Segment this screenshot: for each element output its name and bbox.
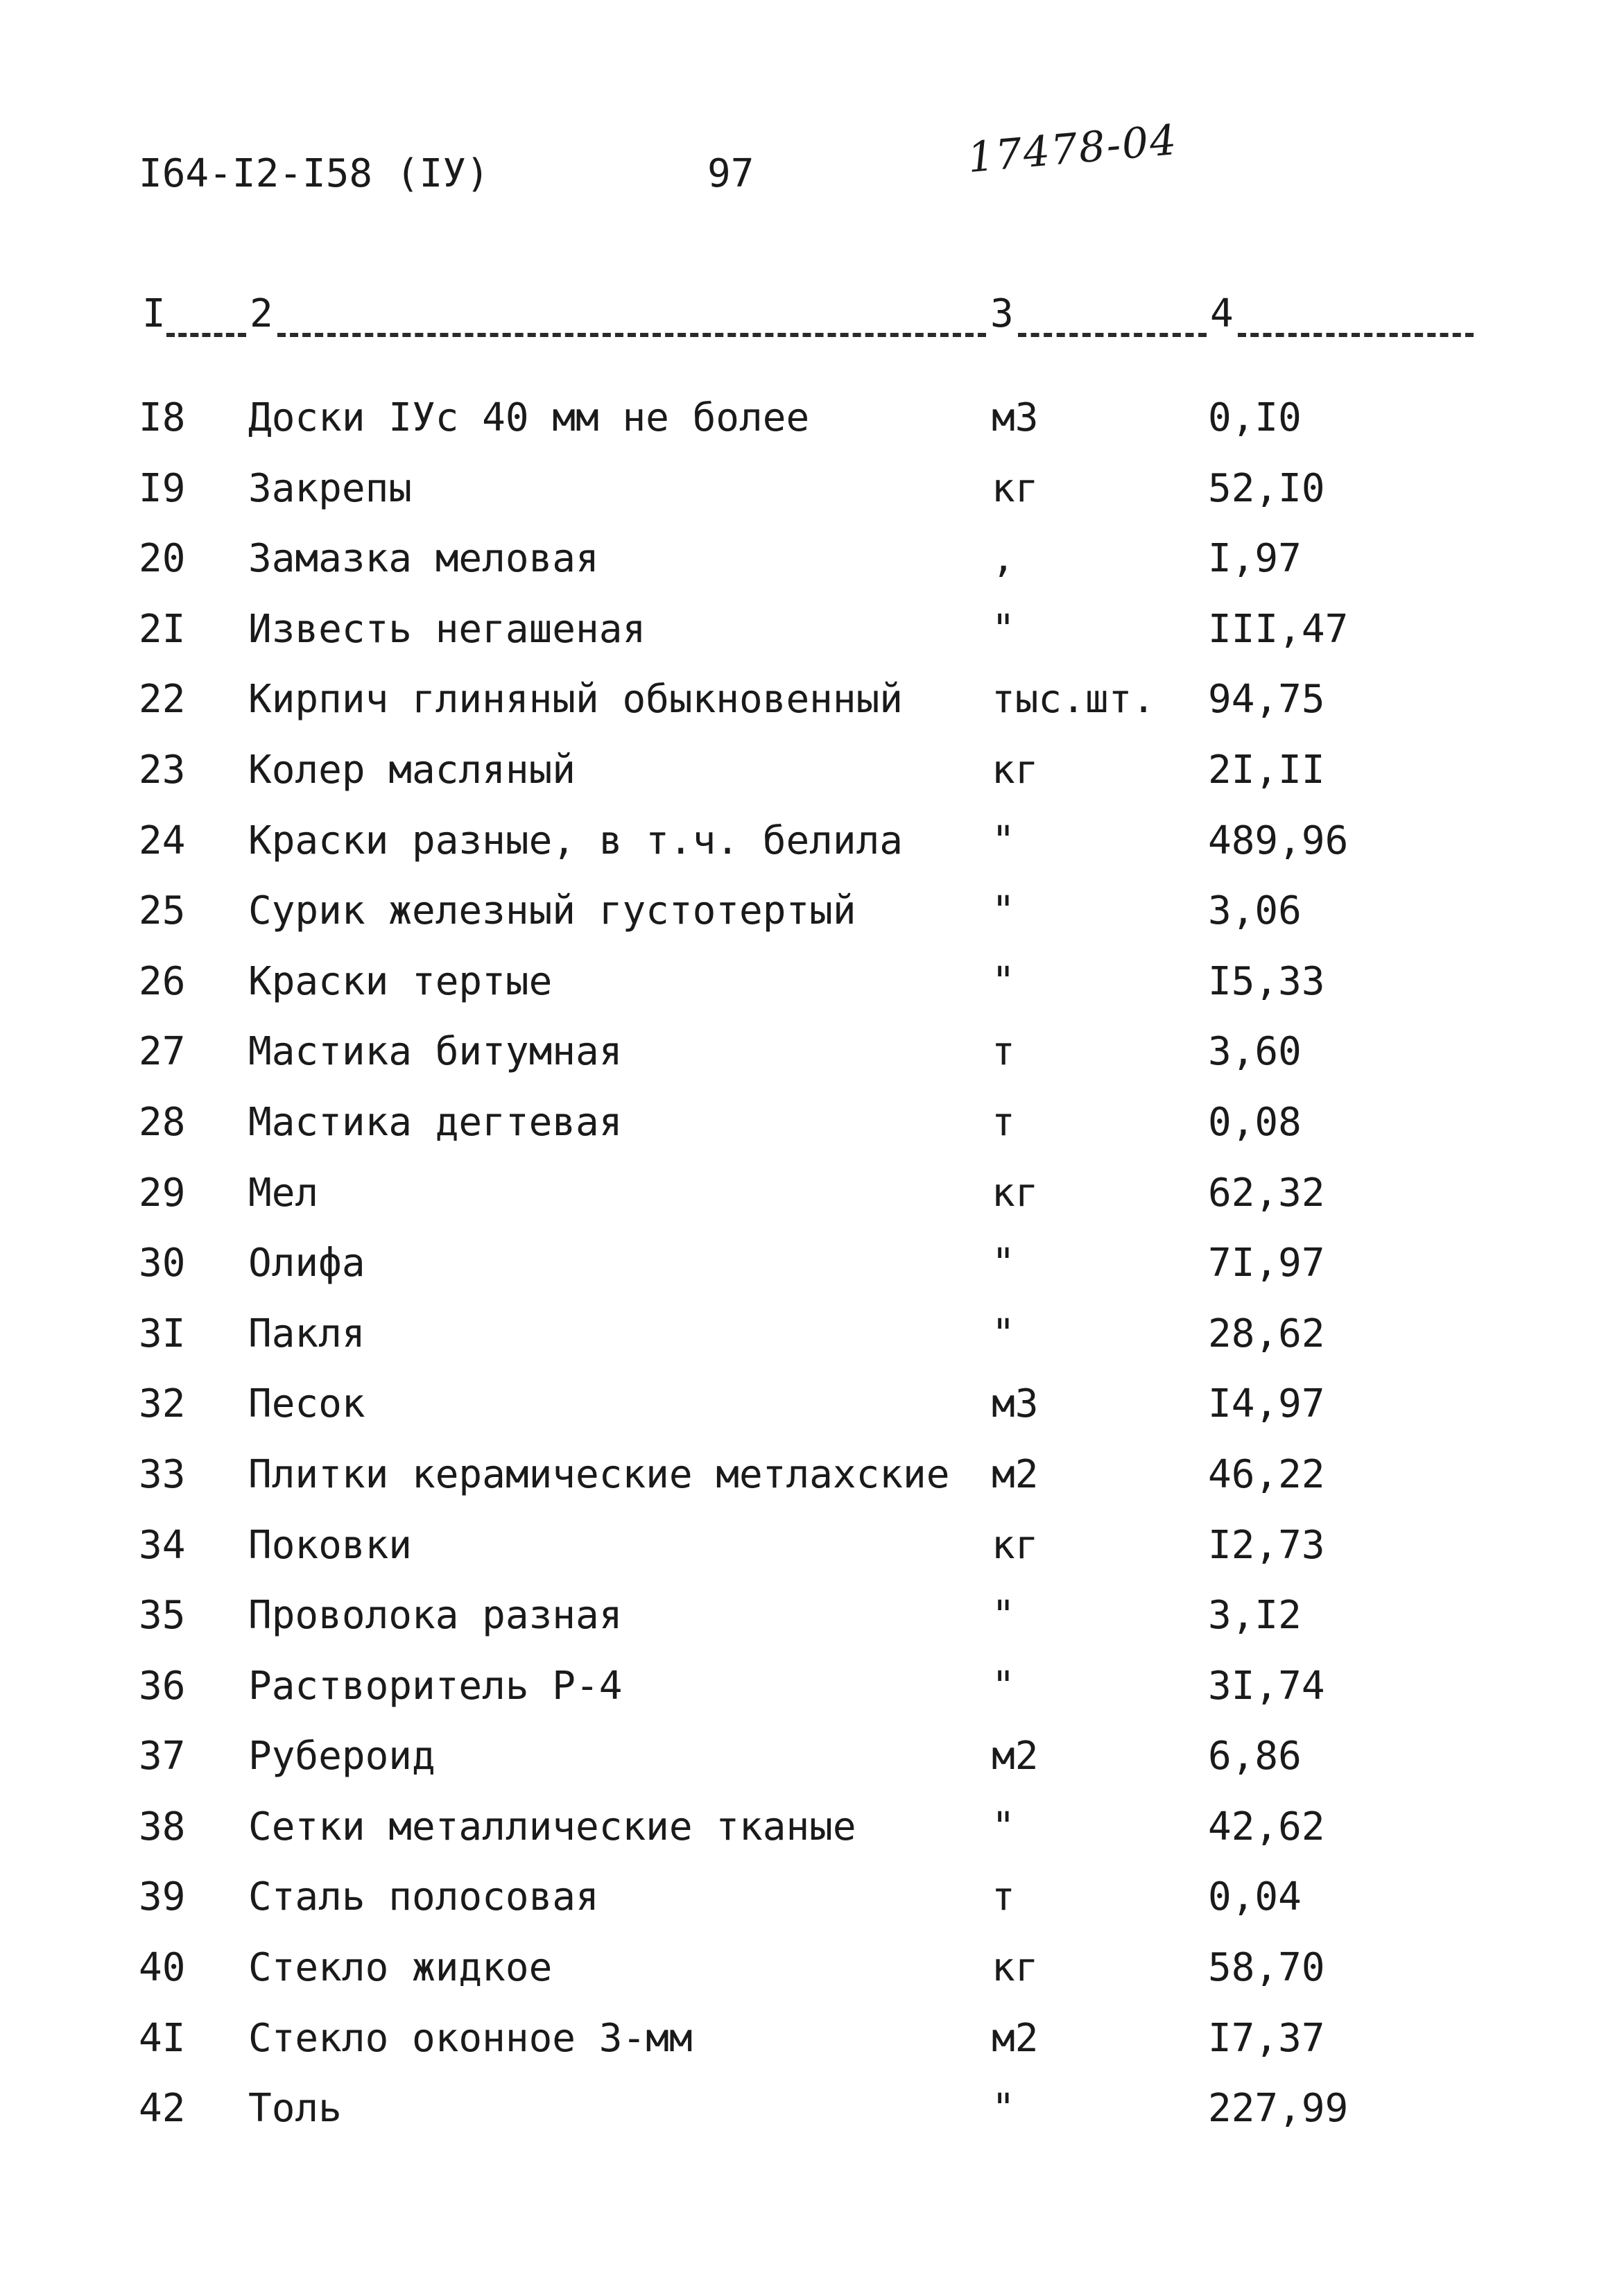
material-name: Песок bbox=[248, 1381, 365, 1427]
table-row bbox=[0, 607, 1597, 677]
table-row bbox=[0, 466, 1597, 537]
unit-of-measure: кг bbox=[992, 747, 1039, 793]
row-number: 38 bbox=[139, 1804, 186, 1849]
table-row bbox=[0, 1734, 1597, 1804]
material-name: Растворитель Р-4 bbox=[248, 1663, 623, 1709]
unit-of-measure: " bbox=[992, 1804, 1015, 1849]
table-row bbox=[0, 1874, 1597, 1945]
material-name: Проволока разная bbox=[248, 1593, 623, 1639]
unit-of-measure: " bbox=[992, 888, 1015, 934]
row-number: 4I bbox=[139, 2015, 186, 2061]
unit-of-measure: " bbox=[992, 818, 1015, 863]
quantity-value: 52,I0 bbox=[1208, 465, 1325, 511]
row-number: 34 bbox=[139, 1522, 186, 1568]
quantity-value: I4,97 bbox=[1208, 1381, 1325, 1427]
unit-of-measure: " bbox=[992, 1593, 1015, 1639]
row-number: 28 bbox=[139, 1099, 186, 1145]
table-row bbox=[0, 888, 1597, 959]
quantity-value: 58,70 bbox=[1208, 1945, 1325, 1991]
material-name: Рубероид bbox=[248, 1734, 435, 1779]
header-dash-line bbox=[1238, 333, 1474, 337]
table-row bbox=[0, 1241, 1597, 1311]
row-number: 36 bbox=[139, 1663, 186, 1709]
unit-of-measure: " bbox=[992, 606, 1015, 652]
column-header-1: I bbox=[142, 291, 166, 336]
table-row bbox=[0, 1381, 1597, 1452]
row-number: 22 bbox=[139, 677, 186, 723]
material-name: Толь bbox=[248, 2086, 342, 2132]
table-row bbox=[0, 1664, 1597, 1734]
table-row bbox=[0, 1945, 1597, 2016]
material-name: Мел bbox=[248, 1170, 319, 1216]
material-name: Сурик железный густотертый bbox=[248, 888, 856, 934]
row-number: 35 bbox=[139, 1593, 186, 1639]
row-number: 24 bbox=[139, 818, 186, 863]
quantity-value: 227,99 bbox=[1208, 2086, 1349, 2132]
material-name: Мастика дегтевая bbox=[248, 1099, 623, 1145]
quantity-value: 46,22 bbox=[1208, 1451, 1325, 1497]
row-number: 25 bbox=[139, 888, 186, 934]
row-number: 26 bbox=[139, 958, 186, 1004]
material-name: Плитки керамические метлахские bbox=[248, 1451, 950, 1497]
row-number: 23 bbox=[139, 747, 186, 793]
quantity-value: 42,62 bbox=[1208, 1804, 1325, 1849]
document-code: I64-I2-I58 (IУ) bbox=[139, 151, 490, 196]
unit-of-measure: кг bbox=[992, 1945, 1039, 1991]
table-row bbox=[0, 1523, 1597, 1594]
quantity-value: 0,I0 bbox=[1208, 395, 1302, 440]
material-name: Краски разные, в т.ч. белила bbox=[248, 818, 904, 863]
unit-of-measure: тыс.шт. bbox=[992, 677, 1156, 723]
material-name: Олифа bbox=[248, 1241, 365, 1286]
quantity-value: 3,60 bbox=[1208, 1029, 1302, 1075]
row-number: 33 bbox=[139, 1451, 186, 1497]
quantity-value: 62,32 bbox=[1208, 1170, 1325, 1216]
table-row bbox=[0, 1100, 1597, 1171]
row-number: 42 bbox=[139, 2086, 186, 2132]
material-name: Стекло жидкое bbox=[248, 1945, 553, 1991]
quantity-value: I2,73 bbox=[1208, 1522, 1325, 1568]
table-row bbox=[0, 748, 1597, 818]
row-number: 27 bbox=[139, 1029, 186, 1075]
column-header-row bbox=[0, 291, 1597, 354]
row-number: 32 bbox=[139, 1381, 186, 1427]
header-dash-line bbox=[1018, 333, 1207, 337]
material-name: Пакля bbox=[248, 1311, 365, 1356]
row-number: 2I bbox=[139, 606, 186, 652]
table-row bbox=[0, 1311, 1597, 1382]
table-row bbox=[0, 1804, 1597, 1875]
column-header-3: 3 bbox=[990, 291, 1014, 336]
quantity-value: 94,75 bbox=[1208, 677, 1325, 723]
table-row bbox=[0, 1171, 1597, 1241]
quantity-value: 3,I2 bbox=[1208, 1593, 1302, 1639]
quantity-value: I7,37 bbox=[1208, 2015, 1325, 2061]
materials-table bbox=[0, 395, 1597, 2157]
quantity-value: 0,04 bbox=[1208, 1874, 1302, 1920]
row-number: 20 bbox=[139, 536, 186, 582]
unit-of-measure: " bbox=[992, 958, 1015, 1004]
unit-of-measure: кг bbox=[992, 465, 1039, 511]
table-row bbox=[0, 818, 1597, 889]
unit-of-measure: м2 bbox=[992, 1451, 1039, 1497]
quantity-value: 7I,97 bbox=[1208, 1241, 1325, 1286]
table-row bbox=[0, 1029, 1597, 1100]
table-row bbox=[0, 2086, 1597, 2157]
material-name: Сетки металлические тканые bbox=[248, 1804, 856, 1849]
header-dash-line bbox=[166, 333, 246, 337]
material-name: Стекло оконное 3-мм bbox=[248, 2015, 693, 2061]
row-number: I8 bbox=[139, 395, 186, 440]
material-name: Колер масляный bbox=[248, 747, 576, 793]
table-row bbox=[0, 959, 1597, 1030]
material-name: Сталь полосовая bbox=[248, 1874, 599, 1920]
row-number: I9 bbox=[139, 465, 186, 511]
material-name: Кирпич глиняный обыкновенный bbox=[248, 677, 904, 723]
row-number: 30 bbox=[139, 1241, 186, 1286]
material-name: Замазка меловая bbox=[248, 536, 599, 582]
unit-of-measure: т bbox=[992, 1874, 1015, 1920]
unit-of-measure: м3 bbox=[992, 395, 1039, 440]
quantity-value: 489,96 bbox=[1208, 818, 1349, 863]
unit-of-measure: " bbox=[992, 1311, 1015, 1356]
unit-of-measure: кг bbox=[992, 1170, 1039, 1216]
unit-of-measure: м3 bbox=[992, 1381, 1039, 1427]
material-name: Доски IУс 40 мм не более bbox=[248, 395, 810, 440]
quantity-value: 0,08 bbox=[1208, 1099, 1302, 1145]
unit-of-measure: " bbox=[992, 1663, 1015, 1709]
page-number: 97 bbox=[707, 151, 754, 196]
unit-of-measure: м2 bbox=[992, 2015, 1039, 2061]
material-name: Известь негашеная bbox=[248, 606, 646, 652]
unit-of-measure: м2 bbox=[992, 1734, 1039, 1779]
quantity-value: 28,62 bbox=[1208, 1311, 1325, 1356]
quantity-value: 2I,II bbox=[1208, 747, 1325, 793]
handwritten-number: 17478-04 bbox=[965, 115, 1180, 183]
table-row bbox=[0, 2016, 1597, 2087]
table-row bbox=[0, 1452, 1597, 1523]
quantity-value: 3I,74 bbox=[1208, 1663, 1325, 1709]
row-number: 29 bbox=[139, 1170, 186, 1216]
row-number: 39 bbox=[139, 1874, 186, 1920]
row-number: 37 bbox=[139, 1734, 186, 1779]
unit-of-measure: , bbox=[992, 536, 1015, 582]
unit-of-measure: т bbox=[992, 1099, 1015, 1145]
header-dash-line bbox=[277, 333, 986, 337]
material-name: Краски тертые bbox=[248, 958, 553, 1004]
table-row bbox=[0, 1593, 1597, 1664]
quantity-value: I,97 bbox=[1208, 536, 1302, 582]
unit-of-measure: т bbox=[992, 1029, 1015, 1075]
unit-of-measure: " bbox=[992, 1241, 1015, 1286]
table-row bbox=[0, 536, 1597, 607]
row-number: 3I bbox=[139, 1311, 186, 1356]
quantity-value: 6,86 bbox=[1208, 1734, 1302, 1779]
quantity-value: I5,33 bbox=[1208, 958, 1325, 1004]
unit-of-measure: кг bbox=[992, 1522, 1039, 1568]
column-header-4: 4 bbox=[1210, 291, 1234, 336]
unit-of-measure: " bbox=[992, 2086, 1015, 2132]
material-name: Мастика битумная bbox=[248, 1029, 623, 1075]
quantity-value: III,47 bbox=[1208, 606, 1349, 652]
quantity-value: 3,06 bbox=[1208, 888, 1302, 934]
row-number: 40 bbox=[139, 1945, 186, 1991]
material-name: Поковки bbox=[248, 1522, 413, 1568]
table-row bbox=[0, 395, 1597, 466]
material-name: Закрепы bbox=[248, 465, 413, 511]
column-header-2: 2 bbox=[250, 291, 273, 336]
table-row bbox=[0, 677, 1597, 748]
